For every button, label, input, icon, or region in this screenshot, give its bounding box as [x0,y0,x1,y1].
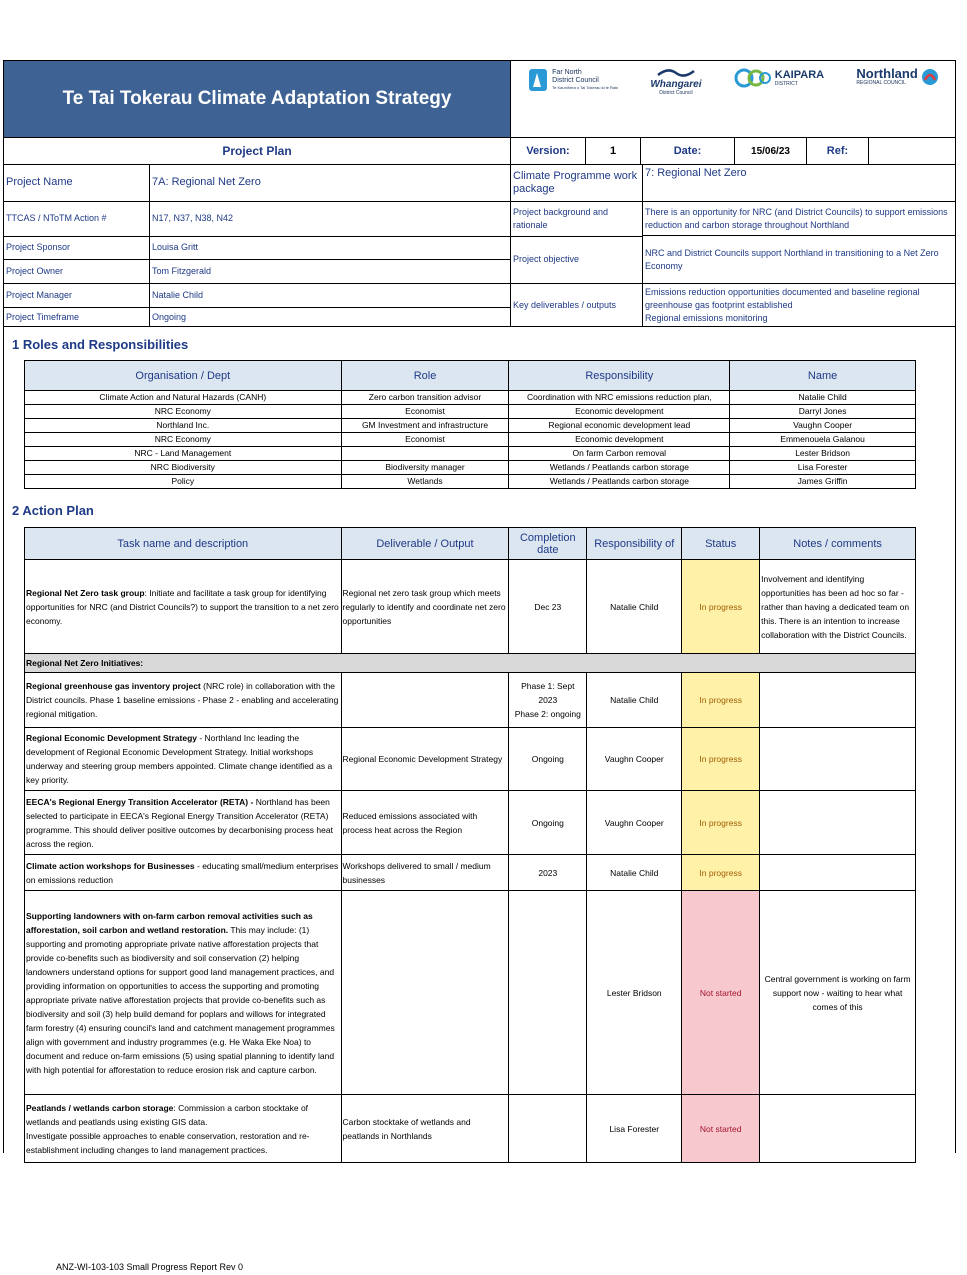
status-badge: Not started [682,1095,760,1163]
notes-cell [760,673,916,728]
task-desc-2: Investigate possible approaches to enable conservation, restoration and re-establishment including changes to land management practices. [26,1130,310,1155]
date-value: 15/06/23 [735,138,807,164]
role-org: NRC Economy [25,433,342,447]
table-row [25,461,916,475]
project-name-label: Project Name [4,165,150,202]
table-row [25,419,916,433]
version-label: Version: [511,138,586,164]
ref-value [869,138,955,164]
col-status: Status [682,528,760,560]
notes-cell [760,1095,916,1163]
notes-cell [760,791,916,855]
col-organisation: Organisation / Dept [25,361,342,391]
col-completion: Completion date [509,528,587,560]
background-value: There is an opportunity for NRC (and District Councils) to support emissions reduction and carbon storage throughout Northland [643,202,955,237]
project-name-value: 7A: Regional Net Zero [150,165,511,202]
role-org: NRC Biodiversity [25,461,342,475]
task-desc: : Commission a carbon stocktake of wetlands and peatlands using existing GIS data. [26,1102,309,1127]
northland-logo [856,67,938,86]
col-notes: Notes / comments [760,528,916,560]
role-name: Lisa Forester [730,461,916,475]
task-title: Climate action workshops for Businesses [26,860,195,871]
role-role: Biodiversity manager [341,461,509,475]
status-badge: In progress [682,673,760,728]
table-row [25,560,916,654]
owner-value: Tom Fitzgerald [150,260,511,284]
date-cell: Ongoing [509,728,587,791]
owner-label: Project Owner [4,260,150,284]
task-cell [25,855,342,891]
kaipara-name: KAIPARA [774,69,825,81]
footer-doc-ref: ANZ-WI-103-103 Small Progress Report Rev 0 [56,1262,244,1272]
version-value: 1 [586,138,641,164]
task-title: Supporting landowners with on-farm carbon removal activities such as afforestation, soil carbon and wetland restoration. [26,910,313,935]
task-title: EECA's Regional Energy Transition Accelerator (RETA) - [26,796,254,807]
status-badge: Not started [682,891,760,1095]
role-name: Vaughn Cooper [730,419,916,433]
col-deliverable: Deliverable / Output [341,528,509,560]
role-role: Economist [341,433,509,447]
role-name: Lester Bridson [730,447,916,461]
task-title: Regional Net Zero task group [26,587,145,598]
deliverable-cell: Carbon stocktake of wetlands and peatlands in Northlands [341,1095,509,1163]
resp-cell: Natalie Child [587,673,682,728]
deliverable-cell: Regional net zero task group which meets regularly to identify and coordinate net zero opportunities [341,560,509,654]
sponsor-value: Louisa Gritt [150,237,511,261]
task-title: Regional greenhouse gas inventory project [26,681,201,691]
role-resp: Wetlands / Peatlands carbon storage [509,475,730,489]
col-responsibility: Responsibility of [587,528,682,560]
roles-header-row [25,361,916,391]
date-cell: Ongoing [509,791,587,855]
deliverable-cell [341,891,509,1095]
northland-name: Northland [856,66,918,81]
background-label: Project background and rationale [511,202,643,237]
date-cell [509,673,587,728]
status-badge: In progress [682,728,760,791]
task-title: Regional Economic Development Strategy [26,733,197,743]
resp-cell: Vaughn Cooper [587,728,682,791]
whangarei-name: Whangarei [650,79,702,90]
role-org: NRC Economy [25,405,342,419]
resp-cell: Natalie Child [587,560,682,654]
task-desc: (NRC role) in collaboration with the District councils. Phase 1 baseline emissions - Phase 2 - enabling and accelerating regional mitigation. [26,681,339,719]
action-header-row [25,528,916,560]
deliverable-cell: Workshops delivered to small / medium businesses [341,855,509,891]
deliverable-cell: Reduced emissions associated with process heat across the Region [341,791,509,855]
page-title: Te Tai Tokerau Climate Adaptation Strategy [4,61,511,137]
objective-label: Project objective [511,237,643,285]
ref-label: Ref: [807,138,869,164]
role-resp: Economic development [509,433,730,447]
timeframe-label: Project Timeframe [4,308,150,326]
table-row [25,433,916,447]
manager-label: Project Manager [4,284,150,308]
col-responsibility: Responsibility [509,361,730,391]
task-cell [25,673,342,728]
table-row [25,855,916,891]
kaipara-logo [734,67,824,89]
col-role: Role [341,361,509,391]
table-row [25,405,916,419]
role-resp: Economic development [509,405,730,419]
task-desc: : Initiate and facilitate a task group for identifying opportunities for NRC (and District Councils?) to support the transition to a net zero economy. [26,587,339,626]
kaipara-sub: DISTRICT [774,81,798,87]
notes-cell [760,728,916,791]
plan-row [4,138,955,165]
role-role: Zero carbon transition advisor [341,391,509,405]
table-row [25,728,916,791]
role-role: GM Investment and infrastructure [341,419,509,433]
roles-heading: 1 Roles and Responsibilities [12,337,189,352]
role-org: Climate Action and Natural Hazards (CANH) [25,391,342,405]
deliverable-cell: Regional Economic Development Strategy [341,728,509,791]
table-row [25,475,916,489]
task-desc: Northland has been selected to participate in EECA's Regional Energy Transition Accelerator (RETA) programme. This should deliver positive outcomes by decarbonising process heat across the region. [26,796,333,849]
resp-cell: Lisa Forester [587,1095,682,1163]
task-desc: - educating small/medium enterprises on emissions reduction [26,860,339,885]
role-resp: On farm Carbon removal [509,447,730,461]
climate-label: Climate Programme work package [511,165,643,202]
action-table [24,527,916,1163]
project-info [4,165,955,327]
far-north-logo [527,67,618,93]
date-cell: 2023 [509,855,587,891]
notes-cell: Central government is working on farm support now - waiting to hear what comes of this [760,891,916,1095]
role-name: Natalie Child [730,391,916,405]
date-cell [509,1095,587,1163]
date-cell: Dec 23 [509,560,587,654]
kaipara-logo-icon [734,67,772,89]
initiatives-label: Regional Net Zero Initiatives: [25,654,916,673]
whangarei-sub: District Council [659,90,693,96]
header [4,61,955,138]
task-desc: This may include: (1) supporting and promoting appropriate private native afforestation projects that provide co-benefits such as biodiversity and soil conservation (2) helping landowners understand options for support good land management practices, and providing information on opportunities to access the supporting and promoting appropriate private native afforestation projects that provide co-benefits such as biodiversity and soil (3) help build demand for poplars and willows for integrated farm forestry (4) ensuring council's land and catchment management programmes align with government and industry programmes (e.g. He Waka Eke Noa) to document and reduce on-farm emissions (5) using spatial planning to identify land with high potential for afforestation to reduce erosion risk and capture carbon. [26,924,335,1075]
role-resp: Wetlands / Peatlands carbon storage [509,461,730,475]
table-row [25,891,916,1095]
roles-table [24,360,916,489]
role-name: Emmenouela Galanou [730,433,916,447]
date-line: Phase 1: Sept [521,681,575,691]
deliverable-1: Emissions reduction opportunities documented and baseline regional greenhouse gas footprint established [645,286,920,310]
northland-sub: REGIONAL COUNCIL [856,80,906,86]
northland-logo-icon [921,68,939,86]
role-role: Wetlands [341,475,509,489]
whangarei-logo-icon [656,67,696,79]
far-north-name-2: District Council [552,77,599,84]
sponsor-label: Project Sponsor [4,237,150,261]
task-cell [25,728,342,791]
action-value: N17, N37, N38, N42 [150,202,511,237]
far-north-name-1: Far North [552,69,582,76]
table-row [25,673,916,728]
notes-cell [760,855,916,891]
role-resp: Coordination with NRC emissions reduction plan, [509,391,730,405]
role-name: James Griffin [730,475,916,489]
objective-value: NRC and District Councils support Northland in transitioning to a Net Zero Economy [643,236,955,284]
notes-cell: Involvement and identifying opportunities has been ad hoc so far - rather than having a dedicated team on this. There is an intention to increase collaboration with the District Councils. [760,560,916,654]
role-resp: Regional economic development lead [509,419,730,433]
table-row [25,447,916,461]
climate-value: 7: Regional Net Zero [643,165,955,202]
task-desc: - Northland Inc leading the development of Regional Economic Development Strategy. Initial workshops underway and steering group members appointed. Climate change identified as a key priority. [26,733,333,785]
initiatives-row [25,654,916,673]
resp-cell: Lester Bridson [587,891,682,1095]
resp-cell: Vaughn Cooper [587,791,682,855]
status-badge: In progress [682,560,760,654]
far-north-sub: Te Kaunihera o Tai Tokerau ki te Raki [552,85,619,90]
manager-value: Natalie Child [150,284,511,308]
action-label: TTCAS / NToTM Action # [4,202,150,237]
table-row [25,791,916,855]
task-cell [25,891,342,1095]
role-name: Darryl Jones [730,405,916,419]
table-row [25,391,916,405]
date-label: Date: [641,138,735,164]
action-heading: 2 Action Plan [12,503,94,518]
role-org: Northland Inc. [25,419,342,433]
task-cell [25,560,342,654]
role-role [341,447,509,461]
col-task: Task name and description [25,528,342,560]
task-cell [25,1095,342,1163]
task-cell [25,791,342,855]
date-cell [509,891,587,1095]
status-badge: In progress [682,855,760,891]
date-line: Phase 2: ongoing [514,709,581,719]
deliverables-value [643,284,955,326]
col-name: Name [730,361,916,391]
project-plan-label: Project Plan [4,138,511,164]
whangarei-logo [650,67,701,96]
date-line: 2023 [538,695,558,705]
deliverables-label: Key deliverables / outputs [511,284,643,326]
deliverable-cell [341,673,509,728]
role-org: Policy [25,475,342,489]
deliverable-2: Regional emissions monitoring [645,312,768,323]
status-badge: In progress [682,791,760,855]
role-role: Economist [341,405,509,419]
council-logos [511,61,955,137]
resp-cell: Natalie Child [587,855,682,891]
project-sheet [3,60,956,1153]
far-north-logo-icon [527,67,549,93]
timeframe-value: Ongoing [150,308,511,326]
task-title: Peatlands / wetlands carbon storage [26,1102,174,1113]
table-row [25,1095,916,1163]
role-org: NRC - Land Management [25,447,342,461]
